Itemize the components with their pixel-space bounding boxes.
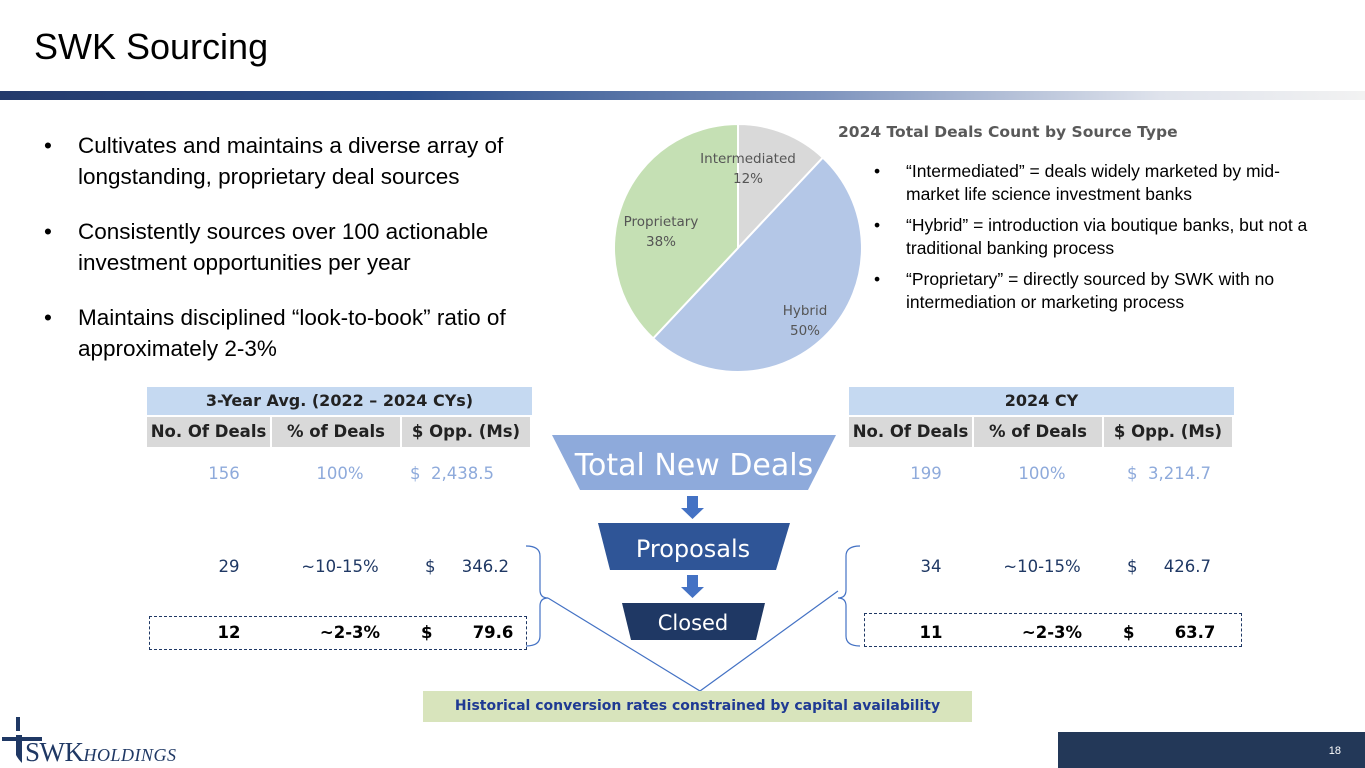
definition-hybrid: • “Hybrid” = introduction via boutique banks, but not a traditional banking process	[874, 214, 1314, 260]
left-col-opp: $ Opp. (Ms)	[402, 417, 530, 447]
definition-proprietary: • “Proprietary” = directly sourced by SWK with no intermediation or marketing process	[874, 268, 1314, 314]
left-row2-pct: ~10-15%	[301, 557, 379, 576]
definition-intermediated: • “Intermediated” = deals widely marketed by mid-market life science investment banks	[874, 160, 1314, 206]
funnel-label-closed: Closed	[657, 611, 729, 635]
logo-sub: HOLDINGS	[83, 745, 177, 765]
right-row1-deals: 199	[910, 464, 942, 483]
right-row3-deals: 11	[919, 623, 943, 642]
left-row3-deals: 12	[217, 623, 241, 642]
left-row1-opp: $ 2,438.5	[410, 464, 494, 483]
left-row2-opp: $ 346.2	[425, 557, 509, 576]
right-row2-pct: ~10-15%	[1003, 557, 1081, 576]
bullet-item: • Consistently sources over 100 actionable investment opportunities per year	[44, 216, 584, 278]
left-col-deals: No. Of Deals	[147, 417, 270, 447]
funnel-label-proposals: Proposals	[635, 535, 751, 563]
left-row1-pct: 100%	[316, 464, 364, 483]
pie-label-hybrid: Hybrid	[782, 303, 828, 319]
pie-label-proprietary: Proprietary	[623, 214, 699, 230]
left-row2-deals: 29	[218, 557, 240, 576]
swk-logo	[25, 737, 177, 768]
right-col-deals: No. Of Deals	[849, 417, 972, 447]
right-col-opp: $ Opp. (Ms)	[1104, 417, 1232, 447]
logo-main: SWK	[25, 737, 84, 767]
right-col-pct: % of Deals	[974, 417, 1102, 447]
right-row3-pct: ~2-3%	[1021, 623, 1083, 642]
right-table-title: 2024 CY	[849, 387, 1234, 415]
pie-chart-title: 2024 Total Deals Count by Source Type	[838, 123, 1178, 141]
right-bracket	[838, 546, 860, 646]
right-row2-deals: 34	[920, 557, 942, 576]
pie-value-hybrid: 50%	[789, 323, 821, 339]
right-row2-opp: $ 426.7	[1127, 557, 1211, 576]
right-row3-opp: $ 63.7	[1123, 623, 1216, 642]
footer-bar	[1058, 732, 1365, 768]
left-row3-opp: $ 79.6	[421, 623, 514, 642]
page-number: 18	[1328, 745, 1341, 757]
left-bracket	[526, 546, 548, 646]
pie-value-proprietary: 38%	[645, 234, 677, 250]
right-row1-pct: 100%	[1018, 464, 1066, 483]
pie-label-intermediated: Intermediated	[700, 151, 796, 167]
left-row3-pct: ~2-3%	[319, 623, 381, 642]
right-row1-opp: $ 3,214.7	[1127, 464, 1211, 483]
left-col-pct: % of Deals	[272, 417, 400, 447]
pie-value-intermediated: 12%	[732, 171, 764, 187]
down-arrow-icon	[681, 496, 704, 519]
funnel-label-total: Total New Deals	[574, 448, 814, 483]
conversion-banner: Historical conversion rates constrained by capital availability	[423, 691, 972, 722]
down-arrow-icon	[681, 575, 704, 598]
left-table-title: 3-Year Avg. (2022 – 2024 CYs)	[147, 387, 532, 415]
bullet-item: • Cultivates and maintains a diverse array of longstanding, proprietary deal sources	[44, 130, 584, 192]
left-row1-deals: 156	[208, 464, 240, 483]
bullet-item: • Maintains disciplined “look-to-book” ratio of approximately 2-3%	[44, 302, 584, 364]
slide-title: SWK Sourcing	[34, 26, 269, 67]
